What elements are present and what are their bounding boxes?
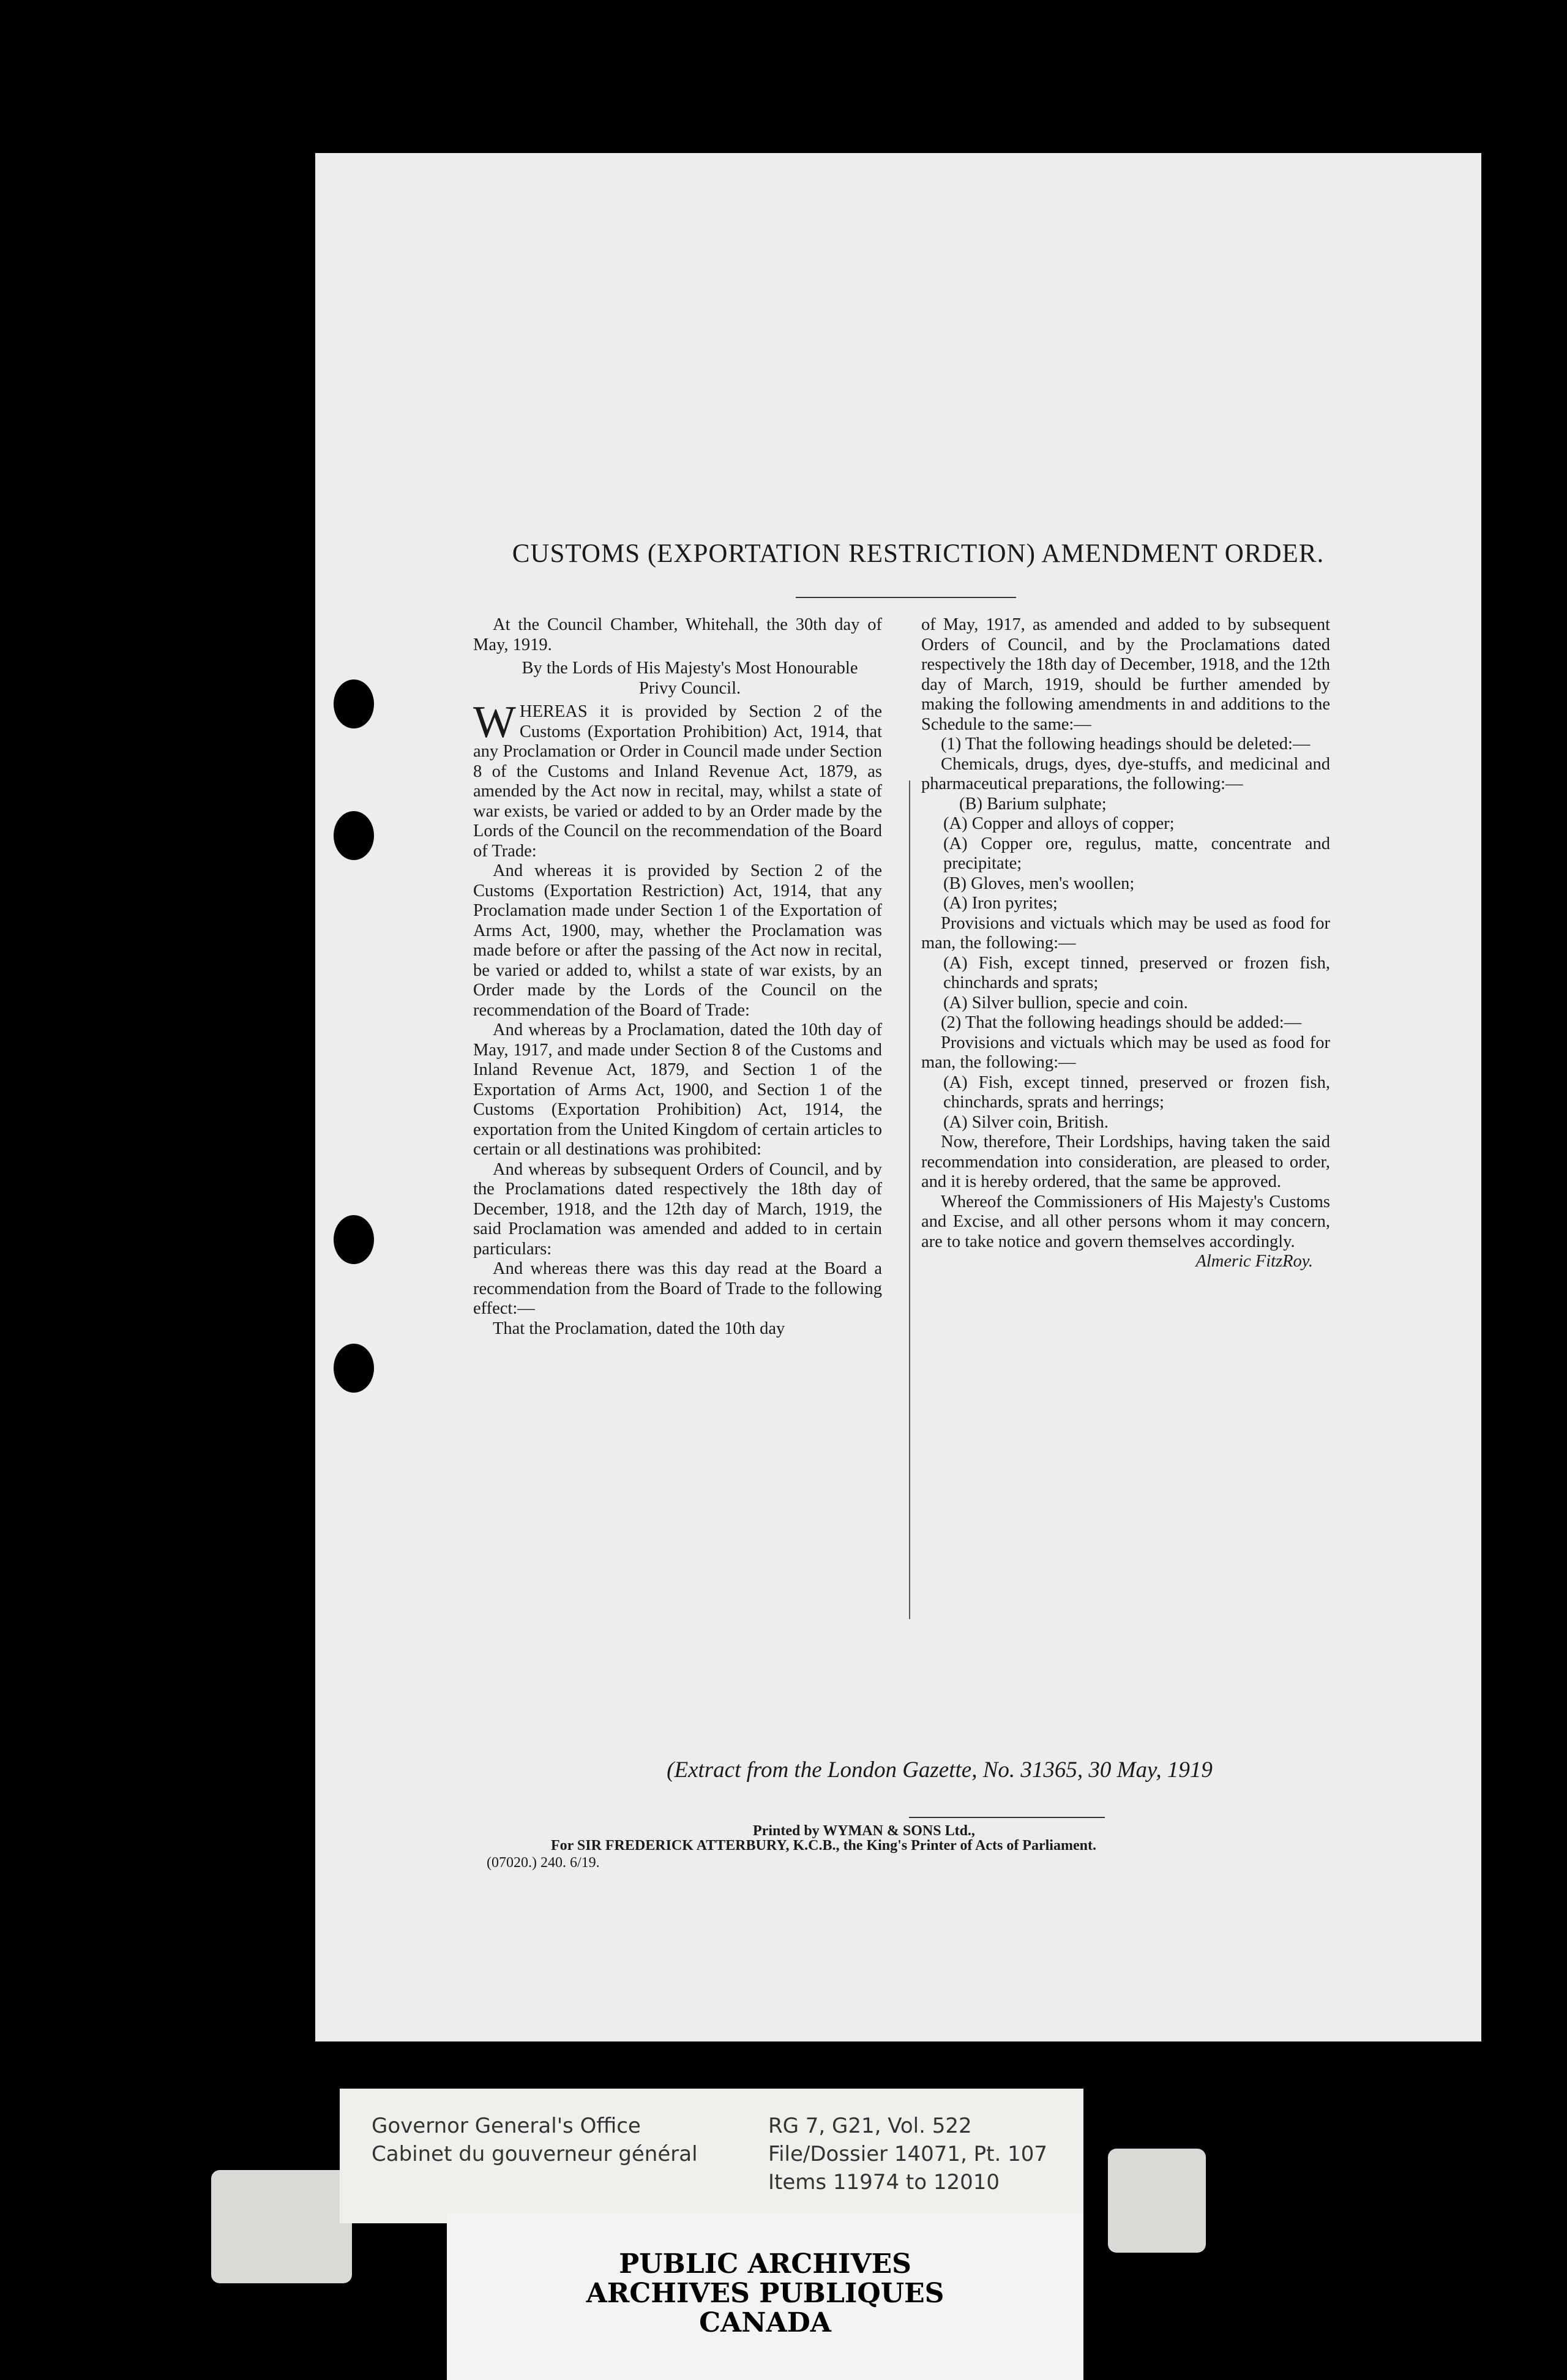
- printer-line: Printed by WYMAN & SONS Ltd.,: [753, 1823, 975, 1839]
- drop-cap: W: [473, 697, 516, 747]
- paragraph: Chemicals, drugs, dyes, dye-stuffs, and medicinal and pharmaceutical preparations, the following:—: [921, 754, 1330, 793]
- gazette-extract: (Extract from the London Gazette, No. 31365, 30 May, 1919: [667, 1757, 1213, 1783]
- paragraph: Whereof the Commissioners of His Majesty's Customs and Excise, and all other persons whom it may concern, are to take notice and govern themselves accordingly.: [921, 1192, 1330, 1251]
- schedule-item: (A) Silver coin, British.: [943, 1112, 1109, 1132]
- archives-stamp: PUBLIC ARCHIVES ARCHIVES PUBLIQUES CANADA: [447, 2213, 1083, 2380]
- document-page: [315, 153, 1481, 2041]
- paragraph: WHEREAS it is provided by Section 2 of the Customs (Exportation Prohibition) Act, 1914, that any Proclamation or Order in Council made under Section 8 of the Customs and Inland Revenue Act, 1879, as amended by the Act now in recital, may, whilst a state of war exists, be varied or added to by an Order made by the Lords of the Council on the recommendation of the Board of Trade:: [473, 697, 882, 861]
- paragraph: Provisions and victuals which may be used as food for man, the following:—: [921, 913, 1330, 952]
- paragraph: And whereas it is provided by Section 2 of the Customs (Exportation Restriction) Act, 1914, that any Proclamation made under Section 1 of the Exportation of Arms Act, 1900, may, whether the Proclamation was made before or after the passing of the Act now in recital, be varied or added to, whilst a state of war exists, by an Order made by the Lords of the Council on the recommendation of the Board of Trade:: [473, 861, 882, 1020]
- schedule-item: (B) Gloves, men's woollen;: [943, 874, 1135, 893]
- right-column: [921, 615, 1330, 1272]
- paragraph: Provisions and victuals which may be used as food for man, the following:—: [921, 1033, 1330, 1072]
- printer-line: (07020.) 240. 6/19.: [487, 1855, 600, 1871]
- label-tab: [211, 2170, 352, 2283]
- document-title: CUSTOMS (EXPORTATION RESTRICTION) AMENDMENT ORDER.: [512, 539, 1325, 568]
- printer-line: For SIR FREDERICK ATTERBURY, K.C.B., the King's Printer of Acts of Parliament.: [551, 1838, 1096, 1854]
- label-tab: [1108, 2149, 1206, 2253]
- paragraph: Now, therefore, Their Lordships, having taken the said recommendation into consideration, are pleased to order, and it is hereby ordered, that the same be approved.: [921, 1132, 1330, 1191]
- paragraph: (2) That the following headings should be added:—: [941, 1013, 1302, 1032]
- punch-hole: [334, 811, 374, 860]
- schedule-item: (A) Fish, except tinned, preserved or frozen fish, chinchards, sprats and herrings;: [943, 1072, 1330, 1112]
- paragraph: At the Council Chamber, Whitehall, the 30th day of May, 1919.: [473, 615, 882, 654]
- signature: Almeric FitzRoy.: [1195, 1252, 1313, 1271]
- punch-hole: [334, 1215, 374, 1264]
- schedule-item: (A) Copper and alloys of copper;: [943, 814, 1175, 833]
- paragraph: And whereas there was this day read at the Board a recommendation from the Board of Trade to the following effect:—: [473, 1259, 882, 1318]
- archive-label-right: RG 7, G21, Vol. 522 File/Dossier 14071, Pt. 107 Items 11974 to 12010: [768, 2114, 1048, 2195]
- schedule-item: (A) Fish, except tinned, preserved or frozen fish, chinchards and sprats;: [943, 953, 1330, 992]
- schedule-item: (B) Barium sulphate;: [959, 794, 1107, 814]
- punch-hole: [334, 1344, 374, 1393]
- paragraph: And whereas by subsequent Orders of Council, and by the Proclamations dated respectively the 18th day of December, 1918, and the 12th day of March, 1919, the said Proclamation was amended and added to in certain particulars:: [473, 1159, 882, 1259]
- paragraph: (1) That the following headings should be deleted:—: [941, 735, 1311, 754]
- schedule-item: (A) Copper ore, regulus, matte, concentrate and precipitate;: [943, 834, 1330, 873]
- printer-rule: [909, 1817, 1105, 1818]
- column-separator: [909, 780, 910, 1619]
- paragraph: That the Proclamation, dated the 10th day: [493, 1319, 785, 1338]
- schedule-item: (A) Silver bullion, specie and coin.: [943, 993, 1188, 1012]
- archive-label-left: Governor General's Office Cabinet du gouverneur général: [372, 2114, 698, 2166]
- left-column: [473, 615, 882, 1339]
- schedule-item: (A) Iron pyrites;: [943, 894, 1058, 913]
- punch-hole: [334, 679, 374, 728]
- paragraph: And whereas by a Proclamation, dated the 10th day of May, 1917, and made under Section 8 of the Customs and Inland Revenue Act, 1879, and Section 1 of the Exportation of Arms Act, 1900, and Section 1 of the Customs (Exportation Prohibition) Act, 1914, the exportation from the United Kingdom of certain articles to certain or all destinations was prohibited:: [473, 1020, 882, 1159]
- title-rule: [796, 597, 1016, 598]
- paragraph: By the Lords of His Majesty's Most Honourable Privy Council.: [522, 659, 858, 698]
- archive-label: [340, 2089, 1083, 2223]
- paragraph: of May, 1917, as amended and added to by subsequent Orders of Council, and by the Proclamations dated respectively the 18th day of December, 1918, and the 12th day of March, 1919, should be further amended by making the following amendments in and additions to the Schedule to the same:—: [921, 615, 1330, 734]
